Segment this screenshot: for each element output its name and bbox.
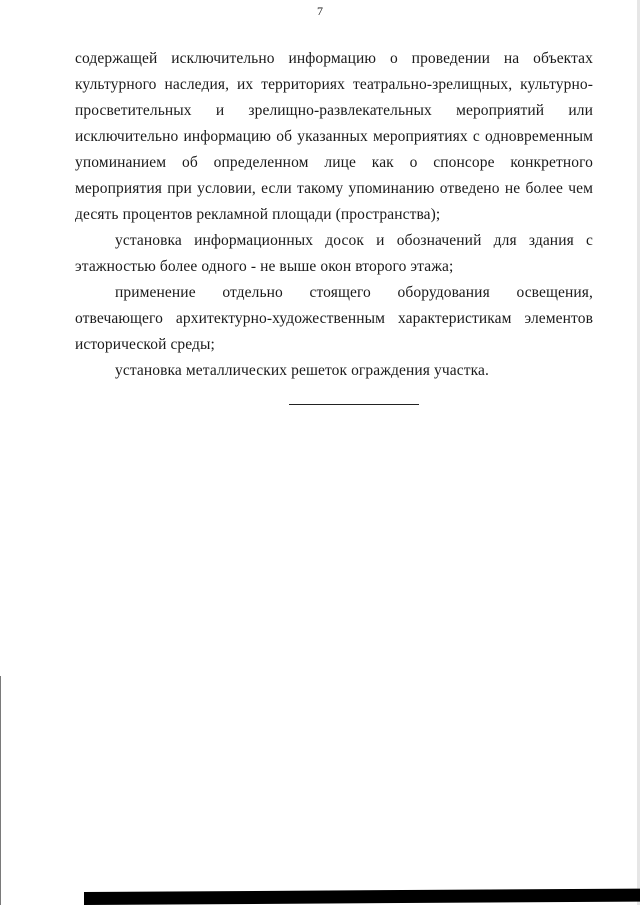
scan-bottom-edge (84, 889, 640, 905)
document-body (75, 46, 593, 384)
paragraph-metal-fencing: установка металлических решеток ограждения участка. (115, 362, 489, 379)
end-separator-line (289, 404, 419, 405)
page-number: 7 (317, 4, 323, 18)
paragraph-lighting-equipment: применение отдельно стоящего оборудования освещения, отвечающего архитектурно-художественным характеристикам элементов исторической среды; (75, 284, 593, 353)
paragraph-information-boards: установка информационных досок и обозначений для здания с этажностью более одного - не выше окон второго этажа; (75, 232, 593, 275)
paragraph-advertising-continuation: содержащей исключительно информацию о проведении на объектах культурного наследия, их территориях театрально-зрелищных, культурно-просветительных и зрелищно-развлекательных мероприятий или исключительно информацию об указанных мероприятиях с одновременным упоминанием об определенном лице как о спонсоре конкретного мероприятия при условии, если такому упоминанию отведено не более чем десять процентов рекламной площади (пространства); (75, 50, 593, 223)
scan-left-edge (0, 676, 1, 905)
